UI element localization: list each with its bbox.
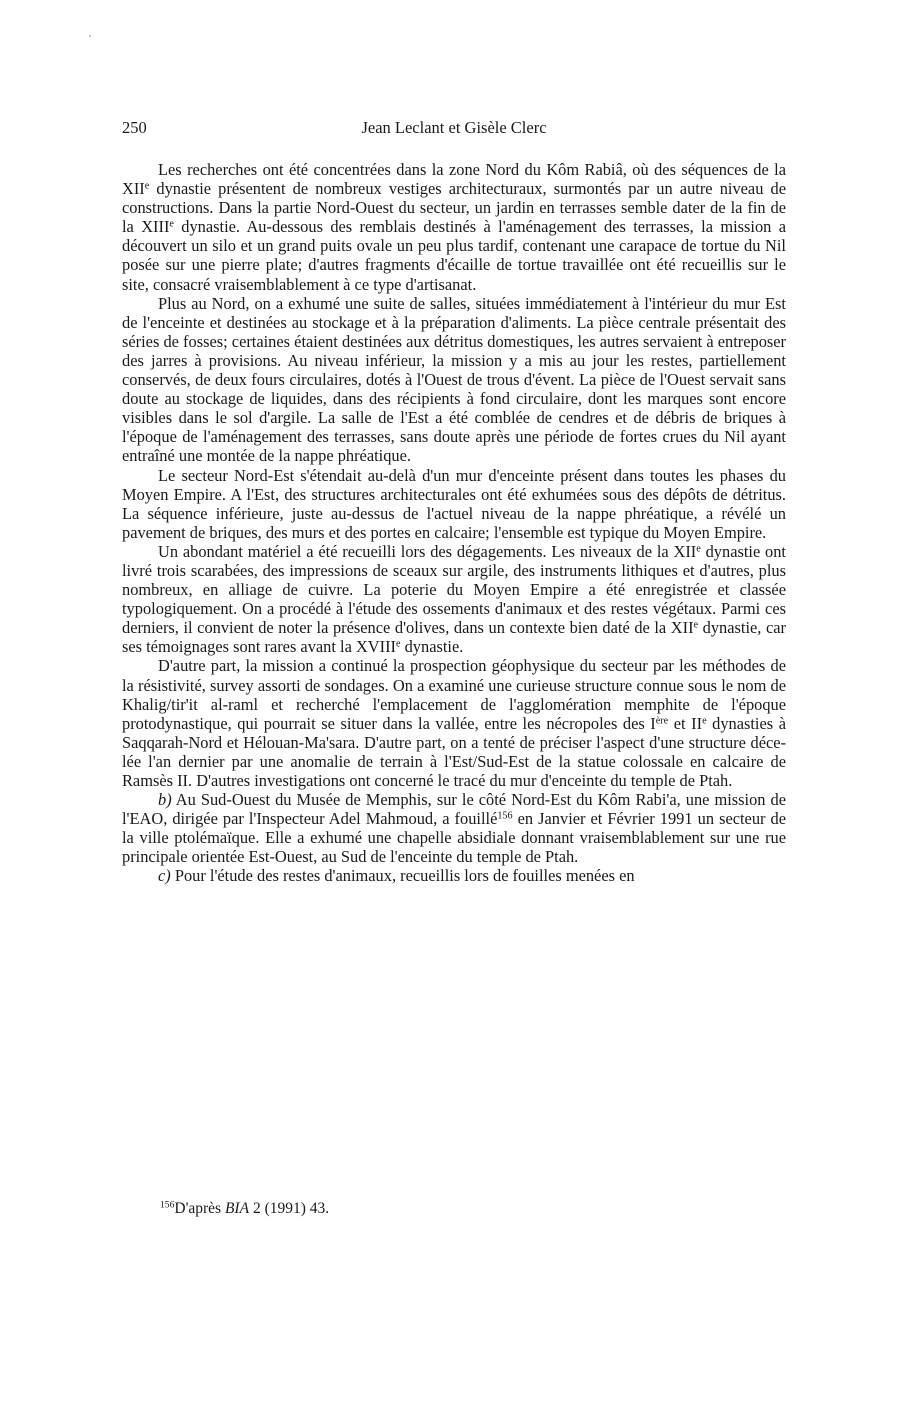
page-header	[122, 118, 786, 140]
footnote-reference[interactable]: 156	[497, 810, 513, 822]
paragraph-1: Les recherches ont été concentrées dans la zone Nord du Kôm Rabiâ, où des séquences de la XIIe dynastie présentent de nombreux vestiges architecturaux, surmontés par un autre niveau de constructions. Dans la partie Nord-Ouest du secteur, un jardin en terrasses semble dater de la fin de la XIIIe dynastie. Au-dessous des remblais destinés à l'aménagement des terrasses, la mission a découvert un silo et un grand puits ovale un peu plus tardif, contenant une carapace de tortue du Nil posée sur une pierre plate; d'autres fragments d'écaille de tortue travaillée ont été recueillis sur le site, consacré vraisemblablement à ce type d'artisanat.	[122, 160, 786, 294]
journal-title: BIA	[224, 1200, 250, 1217]
running-head: Jean Leclant et Gisèle Clerc	[361, 118, 547, 137]
footnote: $^{156}$D'après BIA 2 (1991) 43.	[160, 1199, 330, 1217]
body-text	[122, 160, 786, 886]
paragraph-7: c) Pour l'étude des restes d'animaux, recueillis lors de fouilles menées en	[158, 866, 635, 886]
paragraph-6: b) Au Sud-Ouest du Musée de Memphis, sur le côté Nord-Est du Kôm Rabi'a, une mission de l'EAO, dirigée par l'Inspecteur Adel Mahmoud, a fouillé$^{156}$ en Janvier et Février 1991 un secteur de la ville ptolémaïque. Elle a exhumé une chapelle absidiale donnant vraisemblablement sur une rue principale orientée Est-Ouest, au Sud de l'enceinte du temple de Ptah.	[122, 790, 786, 867]
footnote-number: 156	[160, 1199, 175, 1211]
paragraph-3: Le secteur Nord-Est s'étendait au-delà d'un mur d'enceinte présent dans toutes les phases du Moyen Empire. A l'Est, des structures architecturales ont été exhumées sous des dépôts de détritus. La séquence inférieure, juste au-dessus de l'actuel niveau de la nappe phréatique, a révélé un pavement de briques, des murs et des portes en calcaire; l'ensemble est typique du Moyen Empire.	[122, 465, 786, 542]
paragraph-2: Plus au Nord, on a exhumé une suite de salles, situées immédiatement à l'intérieur du mur Est de l'enceinte et destinées au stockage et à la préparation d'aliments. La pièce centrale présentait des séries de fosses; certaines étaient destinées aux détritus domestiques, les autres servaient à entreposer des jarres à provisions. Au niveau inférieur, la mission y a mis au jour les restes, partiellement conservés, de deux fours circulaires, dotés à l'Ouest de trous d'évent. La pièce de l'Ouest servait sans doute au stockage de liquides, dans des récipients à fond circulaire, dont les marques sont encore visibles dans le sol d'argile. La salle de l'Est a été comblée de cendres et de débris de briques à l'époque de l'aménagement des terrasses, sans doute après une période de fortes crues du Nil ayant entraîné une montée de la nappe phréatique.	[122, 293, 786, 466]
scan-speck	[89, 35, 91, 37]
paragraph-4: Un abondant matériel a été recueilli lors des dégagements. Les niveaux de la XIIe dynastie ont livré trois scarabées, des impressions de sceaux sur argile, des instruments lithiques et d'autres, plus nombreux, en alliage de cuivre. La poterie du Moyen Empire a été enregistrée et classée typologiquement. On a procédé à l'étude des ossements d'animaux et des restes végétaux. Parmi ces derniers, il convient de noter la présence d'olives, dans un contexte bien daté de la XIIe dynastie, car ses témoignages sont rares avant la XVIIIe dynastie.	[122, 541, 786, 657]
page-number: 250	[122, 118, 147, 137]
list-label-b: b)	[158, 790, 172, 810]
list-label-c: c)	[158, 866, 171, 886]
paragraph-5: D'autre part, la mission a continué la prospection géophysique du secteur par les méthodes de la résistivité, survey assorti de sondages. On a examiné une curieuse structure connue sous le nom de Khalig/tir'it al-raml et recherché l'emplacement de l'agglomération memphite de l'époque protodynastique, qui pourrait se situer dans la vallée, entre les nécropoles des Ière et IIe dynasties à Saqqarah-Nord et Hélouan-Ma'sara. D'autre part, on a tenté de préciser l'aspect d'une structure décеlée l'an dernier par une anomalie de terrain à l'Est/Sud-Est de la statue colossale en calcaire de Ramsès II. D'autres investigations ont concerné le tracé du mur d'enceinte du temple de Ptah.	[122, 656, 786, 790]
